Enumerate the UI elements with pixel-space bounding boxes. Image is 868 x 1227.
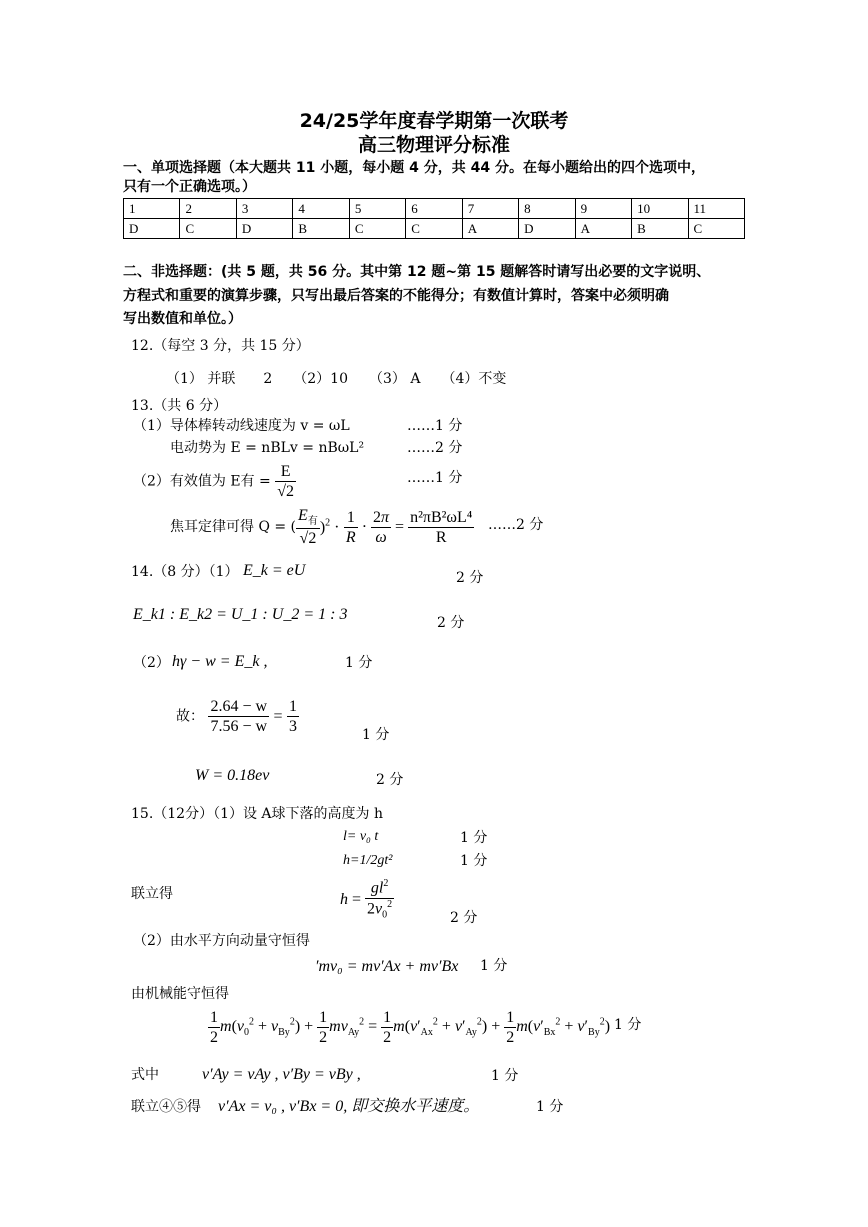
table-cell: 11: [688, 199, 744, 219]
answer-table-number-row: [124, 199, 745, 219]
q13-joule-frac2: [344, 508, 358, 547]
q15-energy-half1: [208, 1008, 220, 1047]
q15-energy-score: 1 分: [614, 1017, 642, 1033]
q15-eq3-score: 2 分: [450, 910, 478, 926]
table-cell: 9: [575, 199, 631, 219]
fraction-numerator: 1: [504, 1008, 516, 1028]
fraction-numerator: 1: [317, 1008, 329, 1028]
q14-eq1-score: 2 分: [456, 570, 484, 586]
fraction-denominator: 2: [506, 1029, 515, 1047]
table-cell: D: [124, 219, 180, 239]
fraction-denominator: √2: [299, 530, 317, 548]
q15-energy-half2: [317, 1008, 329, 1047]
table-cell: 5: [349, 199, 405, 219]
table-cell: 7: [462, 199, 518, 219]
fraction-denominator: 2: [319, 1029, 328, 1047]
q13-label: 13.（共 6 分）: [131, 398, 228, 414]
q13-part1-speed-score: ……1 分: [407, 418, 463, 434]
q14-eq2: E_k1 : E_k2 = U_1 : U_2 = 1 : 3: [133, 606, 348, 623]
q14-eq3-score: 1 分: [345, 655, 373, 671]
q15-energy-term4: $m(v'_{Bx}^2 + v'_{By}^2)$: [516, 1016, 611, 1038]
q15-eq2: h=1/2gt²: [343, 853, 393, 868]
table-cell: D: [236, 219, 292, 239]
fraction-numerator: n²πB²ωL⁴: [408, 508, 474, 528]
q13-joule-frac1: [296, 506, 320, 548]
q14-eq4: [176, 697, 299, 736]
section1-heading-line2: 只有一个正确选项。）: [123, 179, 256, 195]
q15-energy-eq: [208, 1008, 610, 1047]
section2-heading-line1: 二、非选择题：(共 5 题，共 56 分。其中第 12 题~第 15 题解答时请写出必要的文字说明、: [123, 264, 711, 280]
fraction-denominator: R: [435, 528, 447, 546]
document-title: 24/25学年度春学期第一次联考: [299, 110, 569, 132]
fraction-denominator: 2: [210, 1029, 218, 1047]
fraction-denominator: 7.56 − w: [210, 718, 268, 736]
table-cell: B: [632, 219, 688, 239]
table-cell: 6: [406, 199, 462, 219]
fraction-numerator: 1: [381, 1008, 393, 1028]
table-cell: A: [575, 219, 631, 239]
q13-part1-speed: （1）导体棒转动线速度为 v = ωL: [133, 418, 350, 434]
q13-part2-joule-text: 焦耳定律可得 Q = (: [170, 518, 297, 535]
q13-joule-paren: )$^2$ ·: [319, 517, 340, 536]
document-subtitle: 高三物理评分标准: [357, 134, 510, 156]
section2-heading-line3: 写出数值和单位。）: [123, 311, 242, 327]
fraction-numerator: $E_有$: [298, 507, 318, 528]
fraction-denominator: $2v_0^2$: [367, 898, 393, 921]
fraction-numerator: 1: [344, 508, 358, 528]
table-cell: C: [180, 219, 236, 239]
q15-final-label: 联立④⑤得: [131, 1099, 201, 1115]
q15-part2-label: （2）由水平方向动量守恒得: [133, 933, 310, 949]
q15-energy-half4: [504, 1008, 516, 1047]
fraction-denominator: ω: [375, 528, 387, 546]
q13-part2-effective-fraction: [275, 462, 296, 501]
q14-eq5-score: 2 分: [376, 772, 404, 788]
section1-heading-line1: 一、单项选择题（本大题共 11 小题，每小题 4 分，共 44 分。在每小题给出的四个选项中，: [123, 160, 705, 176]
section2-heading-line2: 方程式和重要的演算步骤，只写出最后答案的不能得分；有数值计算时，答案中必须明确: [123, 288, 669, 304]
table-cell: A: [462, 219, 518, 239]
q13-joule-dot: ·: [357, 518, 372, 536]
q14-eq4-equals: =: [273, 708, 283, 726]
q14-eq2-score: 2 分: [437, 615, 465, 631]
q15-eq1-score: 1 分: [460, 830, 488, 846]
q15-eq2-score: 1 分: [460, 853, 488, 869]
table-cell: B: [293, 219, 349, 239]
table-cell: 1: [124, 199, 180, 219]
q13-joule-frac3: [371, 508, 391, 547]
table-cell: 8: [519, 199, 575, 219]
q15-where-label: 式中: [131, 1067, 159, 1083]
answer-table: [123, 198, 745, 239]
fraction-denominator: 3: [288, 718, 297, 736]
q15-eq3-lhs: h =: [340, 890, 366, 908]
q13-part2-effective: [133, 462, 296, 501]
fraction-denominator: √2: [277, 483, 294, 501]
q15-eq1: l= v₀ t: [343, 829, 379, 844]
q12-answers: （1） 并联 2 （2）10 （3） A （4）不变: [166, 371, 507, 387]
q15-label: 15.（12分）（1）设 A球下落的高度为 h: [131, 806, 384, 822]
fraction-numerator: 1: [208, 1008, 220, 1028]
table-cell: C: [688, 219, 744, 239]
q13-part1-emf-score: ……2 分: [407, 440, 463, 456]
q14-eq4-score: 1 分: [362, 727, 390, 743]
q14-eq1: E_k = eU: [243, 562, 306, 579]
q15-eq3: [340, 878, 394, 921]
q14-part2-label: （2）: [133, 655, 170, 671]
q14-eq3: hγ − w = E_k ,: [172, 653, 268, 670]
fraction-numerator: E: [275, 462, 296, 482]
q15-eq3-fraction: [365, 878, 394, 921]
q15-energy-label: 由机械能守恒得: [131, 986, 229, 1002]
fraction-numerator: $gl^2$: [365, 878, 394, 899]
q13-joule-equals: =: [391, 518, 409, 536]
q14-eq4-prefix: 故：: [176, 708, 204, 725]
q13-part2-effective-score: ……1 分: [407, 470, 463, 486]
answer-table-answer-row: [124, 219, 745, 239]
table-cell: 10: [632, 199, 688, 219]
q13-part2-joule: [170, 506, 474, 548]
q15-energy-half3: [381, 1008, 393, 1047]
q15-final-eq: v′Ax = v₀ , v′Bx = 0, 即交换水平速度。: [218, 1098, 480, 1115]
q15-eq6-score: 1 分: [491, 1068, 519, 1084]
fraction-denominator: R: [345, 528, 356, 546]
table-cell: 3: [236, 199, 292, 219]
q15-final-score: 1 分: [536, 1099, 564, 1115]
q15-energy-term1: $m(v_0^2 + v_{By}^2)$ +: [220, 1016, 318, 1038]
q15-eq6: v′Ay = vAy , v′By = vBy ,: [202, 1066, 361, 1083]
fraction-denominator: 2: [383, 1029, 392, 1047]
q14-eq4-lhs: [208, 697, 269, 736]
q14-eq5: W = 0.18ev: [195, 767, 270, 784]
q15-energy-term3: $m(v'_{Ax}^2 + v'_{Ay}^2)$ +: [393, 1016, 505, 1038]
q12-label: 12.（每空 3 分，共 15 分）: [131, 338, 310, 354]
table-cell: 4: [293, 199, 349, 219]
fraction-numerator: 2π: [371, 508, 391, 528]
fraction-numerator: 2.64 − w: [208, 697, 269, 717]
table-cell: C: [406, 219, 462, 239]
table-cell: 2: [180, 199, 236, 219]
q15-eq4-score: 1 分: [480, 958, 508, 974]
q13-part1-emf: 电动势为 E = nBLv = nBωL²: [170, 440, 365, 456]
q13-joule-result: [408, 508, 474, 547]
q15-energy-term2: $mv_{Ay}^2$ =: [329, 1016, 382, 1038]
q13-part2-effective-text: （2）有效值为 E有 =: [133, 473, 271, 490]
q14-eq4-rhs: [287, 697, 299, 736]
fraction-numerator: 1: [287, 697, 299, 717]
q13-part2-joule-score: ……2 分: [488, 517, 544, 533]
q14-label: 14.（8 分）（1）: [131, 564, 239, 580]
q15-eq4: ′mv₀ = mv′Ax + mv′Bx: [315, 958, 459, 975]
table-cell: C: [349, 219, 405, 239]
q15-combine-label: 联立得: [131, 886, 173, 902]
table-cell: D: [519, 219, 575, 239]
